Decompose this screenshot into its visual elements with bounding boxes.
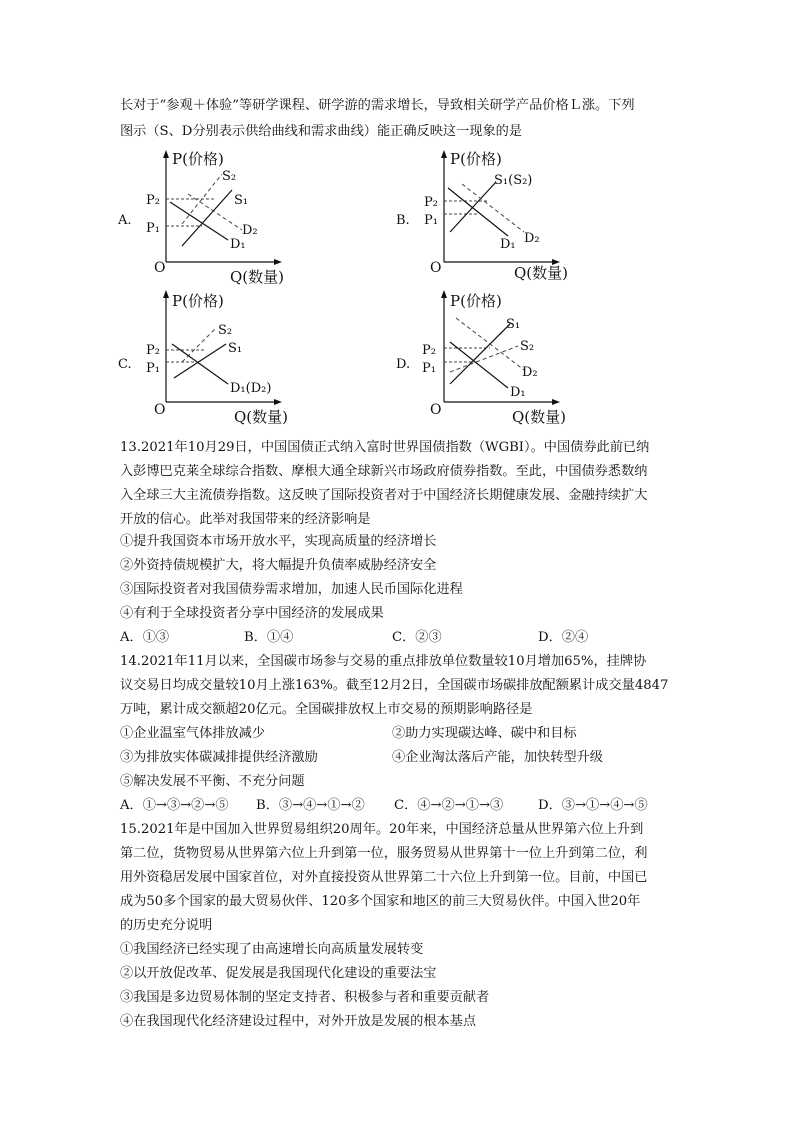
graph-b (396, 148, 656, 288)
option-letter: B. (396, 213, 410, 228)
q13-stem-line: 入全球三大主流债券指数。这反映了国际投资者对于中国经济长期健康发展、金融持续扩大 (120, 488, 648, 503)
q13-option-d[interactable]: D．②④ (538, 630, 589, 645)
q14-item: ④企业淘汰落后产能，加快转型升级 (392, 750, 603, 765)
q13-item: ③国际投资者对我国债券需求增加，加速人民币国际化进程 (120, 582, 463, 597)
q-axis-label: Q(数量) (514, 264, 569, 282)
d-label: D₁(D₂) (230, 381, 272, 396)
p-axis-label: P(价格) (172, 292, 224, 310)
q-axis-label: Q(数量) (230, 268, 285, 286)
d1-label: D₁ (230, 237, 246, 252)
s2-label: S₂ (222, 169, 237, 184)
q14-option-c[interactable]: C．④→②→①→③ (394, 798, 504, 813)
s2-label: S₂ (520, 339, 535, 354)
graph-d (396, 288, 656, 428)
q-axis-arrow (274, 399, 282, 405)
q14-stem-line: 议交易日均成交量较10月上涨163%。截至12月2日，全国碳市场碳排放配额累计成交量4847 (120, 678, 669, 693)
graph-a-svg (118, 148, 378, 288)
q13-option-c[interactable]: C．②③ (392, 630, 442, 645)
q13-item: ①提升我国资本市场开放水平，实现高质量的经济增长 (120, 534, 437, 549)
p-axis-arrow (163, 150, 169, 158)
q13-stem-line: 13.2021年10月29日，中国国债正式纳入富时世界国债指数（WGBI）。中国债券此前已纳 (120, 440, 650, 455)
q-axis-arrow (552, 399, 560, 405)
p2-label: P₂ (146, 343, 160, 358)
s1-label: S₁ (228, 341, 243, 356)
q14-item: ②助力实现碳达峰、碳中和目标 (392, 726, 577, 741)
d2-label: D₂ (524, 231, 540, 246)
q-axis-arrow (274, 259, 282, 265)
q14-item: ③为排放实体碳减排提供经济激励 (120, 750, 318, 765)
q13-stem-line: 开放的信心。此举对我国带来的经济影响是 (120, 512, 371, 527)
d1-curve (450, 342, 508, 388)
origin-label: O (430, 260, 442, 276)
q13-item: ④有利于全球投资者分享中国经济的发展成果 (120, 606, 384, 621)
q14-option-a[interactable]: A．①→③→②→⑤ (120, 798, 229, 813)
p1-label: P₁ (424, 213, 438, 228)
p1-label: P₁ (146, 221, 160, 236)
q15-item: ③我国是多边贸易体制的坚定支持者、积极参与者和重要贡献者 (120, 990, 490, 1005)
p-axis-label: P(价格) (172, 150, 224, 168)
graph-d-svg (396, 288, 656, 428)
q-axis-label: Q(数量) (512, 408, 567, 426)
q15-item: ①我国经济已经实现了由高速增长向高质量发展转变 (120, 942, 424, 957)
q15-stem-line: 第二位，货物贸易从世界第六位上升到第一位，服务贸易从世界第十一位上升到第二位，利 (120, 846, 648, 861)
q15-item: ④在我国现代化经济建设过程中，对外开放是发展的根本基点 (120, 1014, 477, 1029)
q15-item: ②以开放促改革、促发展是我国现代化建设的重要法宝 (120, 966, 437, 981)
q15-stem-line: 成为50多个国家的最大贸易伙伴、120多个国家和地区的前三大贸易伙伴。中国入世20年 (120, 894, 641, 909)
d2-label: D₂ (522, 365, 538, 380)
q14-option-b[interactable]: B．③→④→①→② (256, 798, 365, 813)
d1-label: D₁ (500, 237, 516, 252)
q-axis-label: Q(数量) (234, 408, 289, 426)
p-axis-arrow (441, 150, 447, 158)
s-curve (450, 182, 496, 232)
q13-option-a[interactable]: A．①③ (120, 630, 170, 645)
p-axis-label: P(价格) (450, 150, 502, 168)
p2-label: P₂ (146, 193, 160, 208)
s1-curve (174, 344, 226, 378)
origin-label: O (154, 402, 166, 418)
graph-a (118, 148, 378, 288)
graph-c (118, 288, 378, 428)
origin-label: O (154, 260, 166, 276)
d-curve (172, 344, 228, 384)
d2-label: D₂ (242, 223, 258, 238)
q14-stem-line: 14.2021年11月以来，全国碳市场参与交易的重点排放单位数量较10月增加65%，挂牌协 (120, 654, 647, 669)
s1-curve (450, 324, 510, 384)
s-label: S₁(S₂) (494, 173, 533, 188)
p-axis-label: P(价格) (450, 292, 502, 310)
q14-stem-line: 万吨，累计成交额超20亿元。全国碳排放权上市交易的预期影响路径是 (120, 702, 533, 717)
q14-item: ①企业温室气体排放减少 (120, 726, 266, 741)
q13-stem-line: 入彭博巴克莱全球综合指数、摩根大通全球新兴市场政府债券指数。至此，中国债券悉数纳 (120, 464, 648, 479)
q13-item: ②外资持债规模扩大，将大幅提升负债率威胁经济安全 (120, 558, 437, 573)
q15-stem-line: 用外资稳居发展中国家首位，对外直接投资从世界第二十六位上升到第一位。目前，中国已 (120, 870, 648, 885)
s1-label: S₁ (506, 317, 521, 332)
d1-curve (170, 202, 228, 240)
d1-curve (448, 188, 508, 236)
graph-c-svg (118, 288, 378, 428)
intro-line-2: 图示（S、D分别表示供给曲线和需求曲线）能正确反映这一现象的是 (120, 124, 523, 139)
option-letter: D. (396, 357, 411, 372)
q13-option-b[interactable]: B．①④ (244, 630, 294, 645)
q15-stem-line: 15.2021年是中国加入世界贸易组织20周年。20年来，中国经济总量从世界第六位上升到 (120, 822, 644, 837)
p-axis-arrow (441, 290, 447, 298)
p1-label: P₁ (422, 361, 436, 376)
origin-label: O (430, 402, 442, 418)
q14-option-d[interactable]: D．③→①→④→⑤ (538, 798, 648, 813)
intro-line-1: 长对于“参观＋体验”等研学课程、研学游的需求增长，导致相关研学产品价格Ｌ涨。下列 (120, 98, 635, 113)
d1-label: D₁ (510, 385, 526, 400)
q14-item: ⑤解决发展不平衡、不充分问题 (120, 774, 305, 789)
p1-label: P₁ (146, 361, 160, 376)
q15-stem-line: 的历史充分说明 (120, 918, 213, 933)
option-letter: C. (118, 357, 132, 372)
p2-label: P₂ (424, 195, 438, 210)
p-axis-arrow (163, 290, 169, 298)
graph-b-svg (396, 148, 656, 288)
p2-label: P₂ (422, 343, 436, 358)
s2-curve (182, 328, 216, 362)
option-letter: A. (118, 213, 132, 228)
s2-label: S₂ (218, 323, 233, 338)
s1-label: S₁ (234, 193, 249, 208)
